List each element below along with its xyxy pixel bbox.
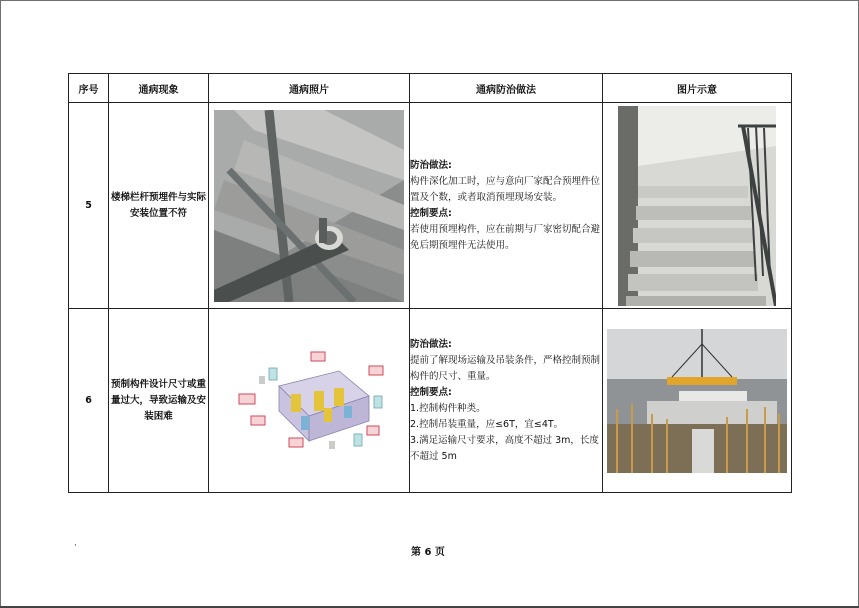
table-header-row bbox=[69, 74, 792, 103]
control-item: 1.控制构件种类。 bbox=[410, 402, 486, 414]
method-text: 提前了解现场运输及吊装条件，严格控制预制构件的尺寸、重量。 bbox=[410, 354, 601, 382]
railing-embed-photo-icon bbox=[214, 110, 404, 302]
row-number: 6 bbox=[69, 309, 109, 493]
prefab-exploded-diagram-icon bbox=[229, 346, 389, 456]
table-row bbox=[69, 309, 792, 493]
control-item: 2.控制吊装重量，应≤6T，宜≤4T。 bbox=[410, 418, 564, 430]
method-cell bbox=[410, 309, 603, 493]
method-heading: 防治做法: bbox=[410, 338, 452, 350]
header-method: 通病防治做法 bbox=[410, 74, 603, 103]
method-text: 构件深化加工时，应与意向厂家配合预埋件位置及个数，或者取消预埋现场安装。 bbox=[410, 175, 601, 203]
header-no: 序号 bbox=[69, 74, 109, 103]
header-phenomenon: 通病现象 bbox=[109, 74, 209, 103]
problem-photo-cell bbox=[209, 103, 410, 309]
header-photo: 通病照片 bbox=[209, 74, 410, 103]
row-number: 5 bbox=[69, 103, 109, 309]
phenomenon-text: 预制构件设计尺寸或重量过大，导致运输及安装困难 bbox=[109, 309, 209, 493]
control-item: 3.满足运输尺寸要求，高度不超过 3m，长度不超过 5m bbox=[410, 434, 599, 462]
footer-bullet: · bbox=[74, 541, 77, 551]
phenomenon-text: 楼梯栏杆预埋件与实际安装位置不符 bbox=[109, 103, 209, 309]
method-heading: 防治做法: bbox=[410, 159, 452, 171]
header-illustration: 图片示意 bbox=[603, 74, 792, 103]
stair-railing-photo-icon bbox=[618, 106, 776, 306]
problem-photo-cell bbox=[209, 309, 410, 493]
issues-table bbox=[68, 73, 792, 493]
crane-lifting-photo-icon bbox=[607, 329, 787, 473]
page-number: 第 6 页 bbox=[411, 547, 445, 558]
illustration-cell bbox=[603, 103, 792, 309]
method-cell bbox=[410, 103, 603, 309]
control-heading: 控制要点: bbox=[410, 386, 452, 398]
table-row bbox=[69, 103, 792, 309]
illustration-cell bbox=[603, 309, 792, 493]
control-text: 若使用预埋构件，应在前期与厂家密切配合避免后期预埋件无法使用。 bbox=[410, 223, 601, 251]
control-heading: 控制要点: bbox=[410, 207, 452, 219]
